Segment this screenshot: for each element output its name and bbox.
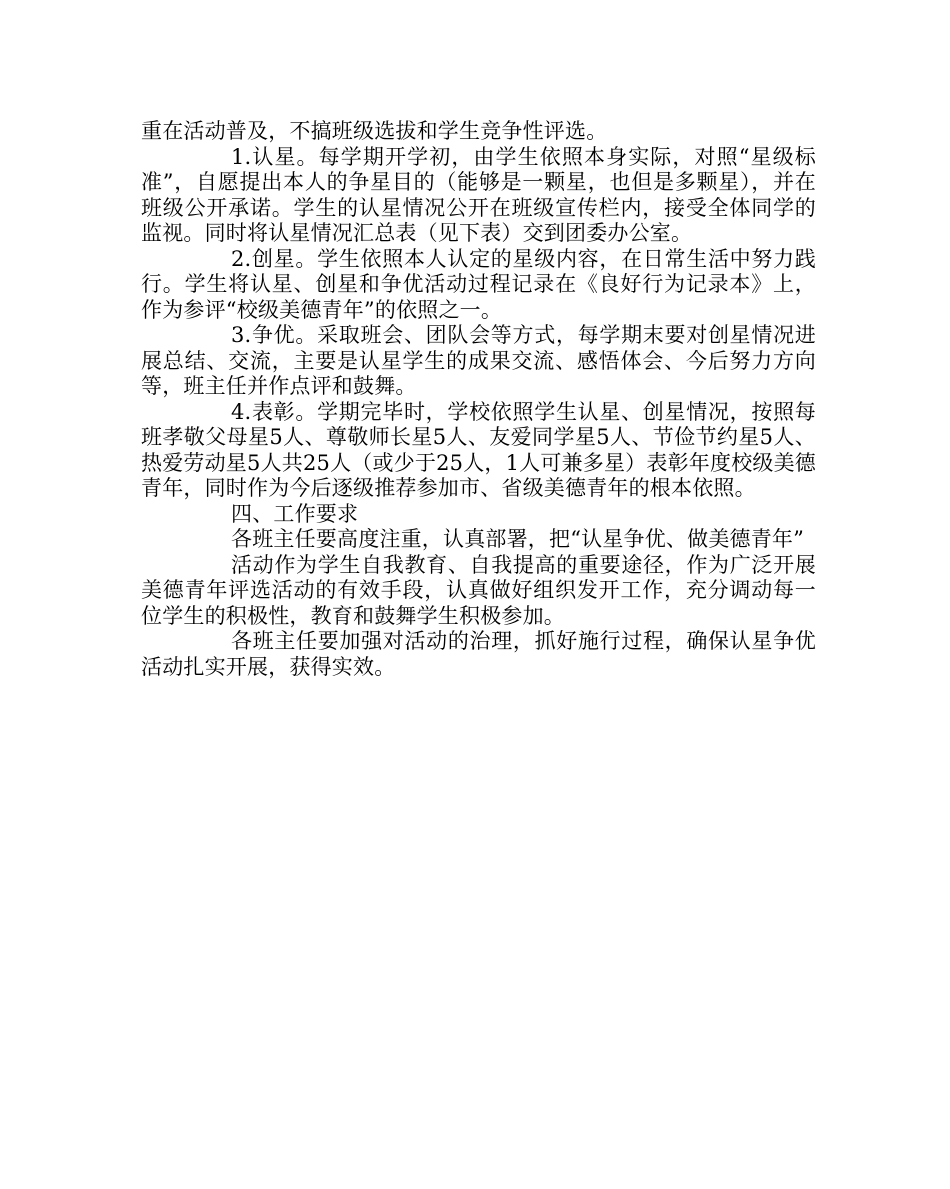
document-body bbox=[141, 112, 816, 680]
paragraph-step-2-create-star: 2.创星。学生依照本人认定的星级内容，在日常生活中努力践行。学生将认星、创星和争优活动过程记录在《良好行为记录本》上，作为参评“校级美德青年”的依照之一。 bbox=[141, 246, 816, 322]
paragraph-step-3-strive-excellence: 3.争优。采取班会、团队会等方式，每学期末要对创星情况进展总结、交流，主要是认星学生的成果交流、感悟体会、今后努力方向等，班主任并作点评和鼓舞。 bbox=[141, 323, 816, 398]
section-heading-work-requirements: 四、工作要求 bbox=[231, 501, 359, 526]
paragraph-requirement-3: 各班主任要加强对活动的治理，抓好施行过程，确保认星争优活动扎实开展，获得实效。 bbox=[141, 629, 816, 679]
paragraph-continuation: 重在活动普及，不搞班级选拔和学生竞争性评选。 bbox=[141, 119, 608, 143]
paragraph-step-4-commendation: 4.表彰。学期完毕时，学校依照学生认星、创星情况，按照每班孝敬父母星5人、尊敬师长星5人、友爱同学星5人、节俭节约星5人、热爱劳动星5人共25人（或少于25人，1人可兼多星）表彰年度校级美德青年，同时作为今后逐级推荐参加市、省级美德青年的根本依照。 bbox=[141, 399, 816, 500]
paragraph-requirement-2: 活动作为学生自我教育、自我提高的重要途径，作为广泛开展美德青年评选活动的有效手段，认真做好组织发开工作，充分调动每一位学生的积极性，教育和鼓舞学生积极参加。 bbox=[141, 552, 816, 628]
paragraph-requirement-1: 各班主任要高度注重，认真部署，把“认星争优、做美德青年” bbox=[231, 527, 805, 551]
paragraph-step-1-recognize-star: 1.认星。每学期开学初，由学生依照本身实际，对照“星级标准”，自愿提出本人的争星目的（能够是一颗星，也但是多颗星），并在班级公开承诺。学生的认星情况公开在班级宣传栏内，接受全体同学的监视。同时将认星情况汇总表（见下表）交到团委办公室。 bbox=[141, 144, 816, 245]
